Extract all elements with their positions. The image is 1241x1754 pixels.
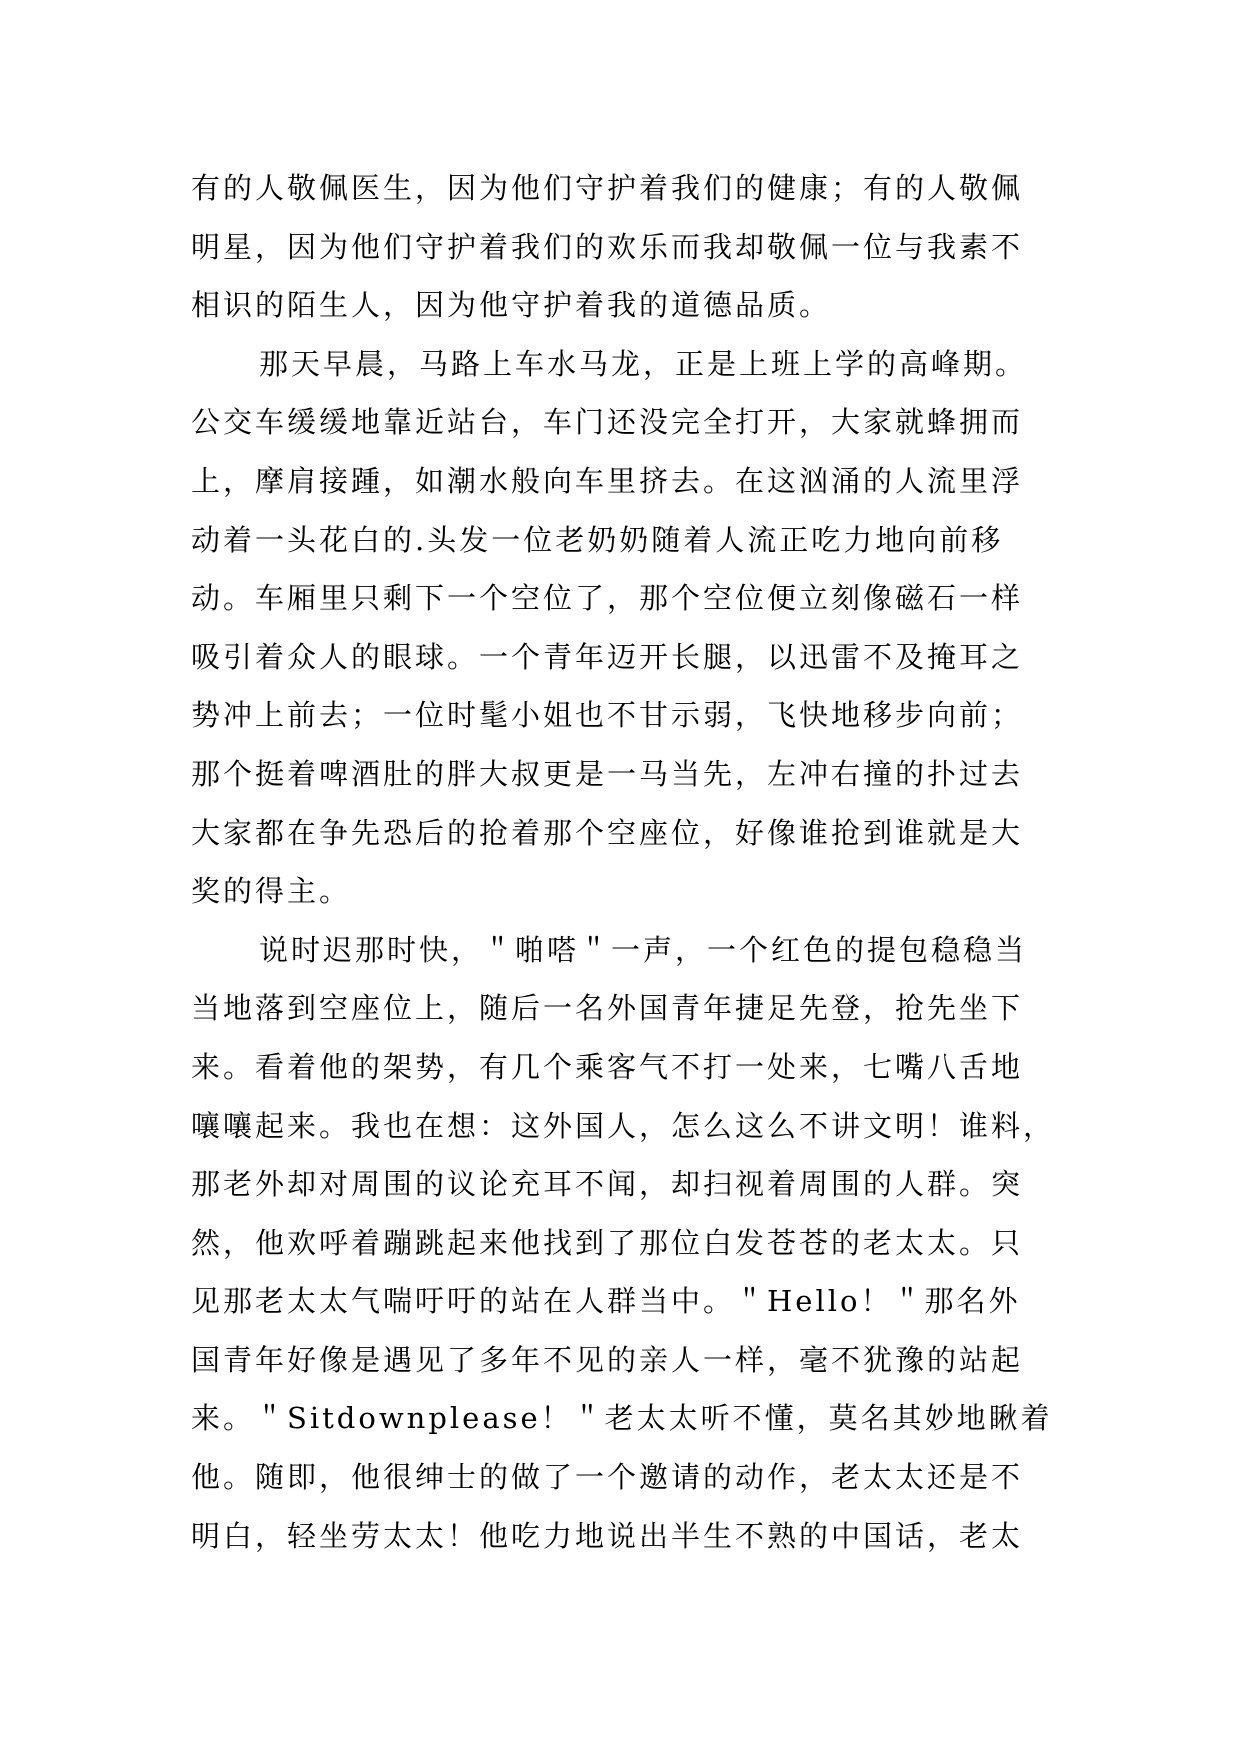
text-line: 来。＂Sitdownplease！＂老太太听不懂，莫名其妙地瞅着 (191, 1401, 1053, 1436)
text-line: 嚷嚷起来。我也在想：这外国人，怎么这么不讲文明！谁料， (191, 1108, 1056, 1143)
text-line: 相识的陌生人，因为他守护着我的道德品质。 (191, 288, 832, 323)
paragraph-start-line: 那天早晨，马路上车水马龙，正是上班上学的高峰期。 (259, 346, 1028, 381)
text-line: 公交车缓缓地靠近站台，车门还没完全打开，大家就蜂拥而 (191, 405, 1024, 440)
text-line: 吸引着众人的眼球。一个青年迈开长腿，以迅雷不及掩耳之 (191, 639, 1024, 674)
text-line: 奖的得主。 (191, 874, 352, 909)
text-line: 动。车厢里只剩下一个空位了，那个空位便立刻像磁石一样 (191, 581, 1024, 616)
text-line: 明星，因为他们守护着我们的欢乐而我却敬佩一位与我素不 (191, 229, 1024, 264)
text-line: 见那老太太气喘吁吁的站在人群当中。＂Hello！＂那名外 (191, 1284, 1021, 1319)
text-line: 有的人敬佩医生，因为他们守护着我们的健康；有的人敬佩 (191, 171, 1024, 205)
text-line: 来。看着他的架势，有几个乘客气不打一处来，七嘴八舌地 (191, 1049, 1024, 1084)
text-line: 然，他欢呼着蹦跳起来他找到了那位白发苍苍的老太太。只 (191, 1225, 1024, 1260)
text-line: 国青年好像是遇见了多年不见的亲人一样，毫不犹豫的站起 (191, 1342, 1024, 1377)
text-line: 上，摩肩接踵，如潮水般向车里挤去。在这汹涌的人流里浮 (191, 463, 1024, 498)
paragraph-start-line: 说时迟那时快，＂啪嗒＂一声，一个红色的提包稳稳当 (259, 932, 1028, 967)
text-line: 那老外却对周围的议论充耳不闻，却扫视着周围的人群。突 (191, 1167, 1024, 1202)
text-line: 动着一头花白的.头发一位老奶奶随着人流正吃力地向前移 (191, 522, 1004, 557)
text-line: 大家都在争先恐后的抢着那个空座位，好像谁抢到谁就是大 (191, 815, 1024, 850)
text-line: 那个挺着啤酒肚的胖大叔更是一马当先，左冲右撞的扑过去 (191, 756, 1024, 791)
text-line: 势冲上前去；一位时髦小姐也不甘示弱，飞快地移步向前； (191, 698, 1024, 733)
body-text (191, 159, 1056, 1565)
text-line: 当地落到空座位上，随后一名外国青年捷足先登，抢先坐下 (191, 991, 1024, 1026)
text-line: 他。随即，他很绅士的做了一个邀请的动作，老太太还是不 (191, 1460, 1024, 1495)
text-line: 明白，轻坐劳太太！他吃力地说出半生不熟的中国话，老太 (191, 1518, 1024, 1553)
